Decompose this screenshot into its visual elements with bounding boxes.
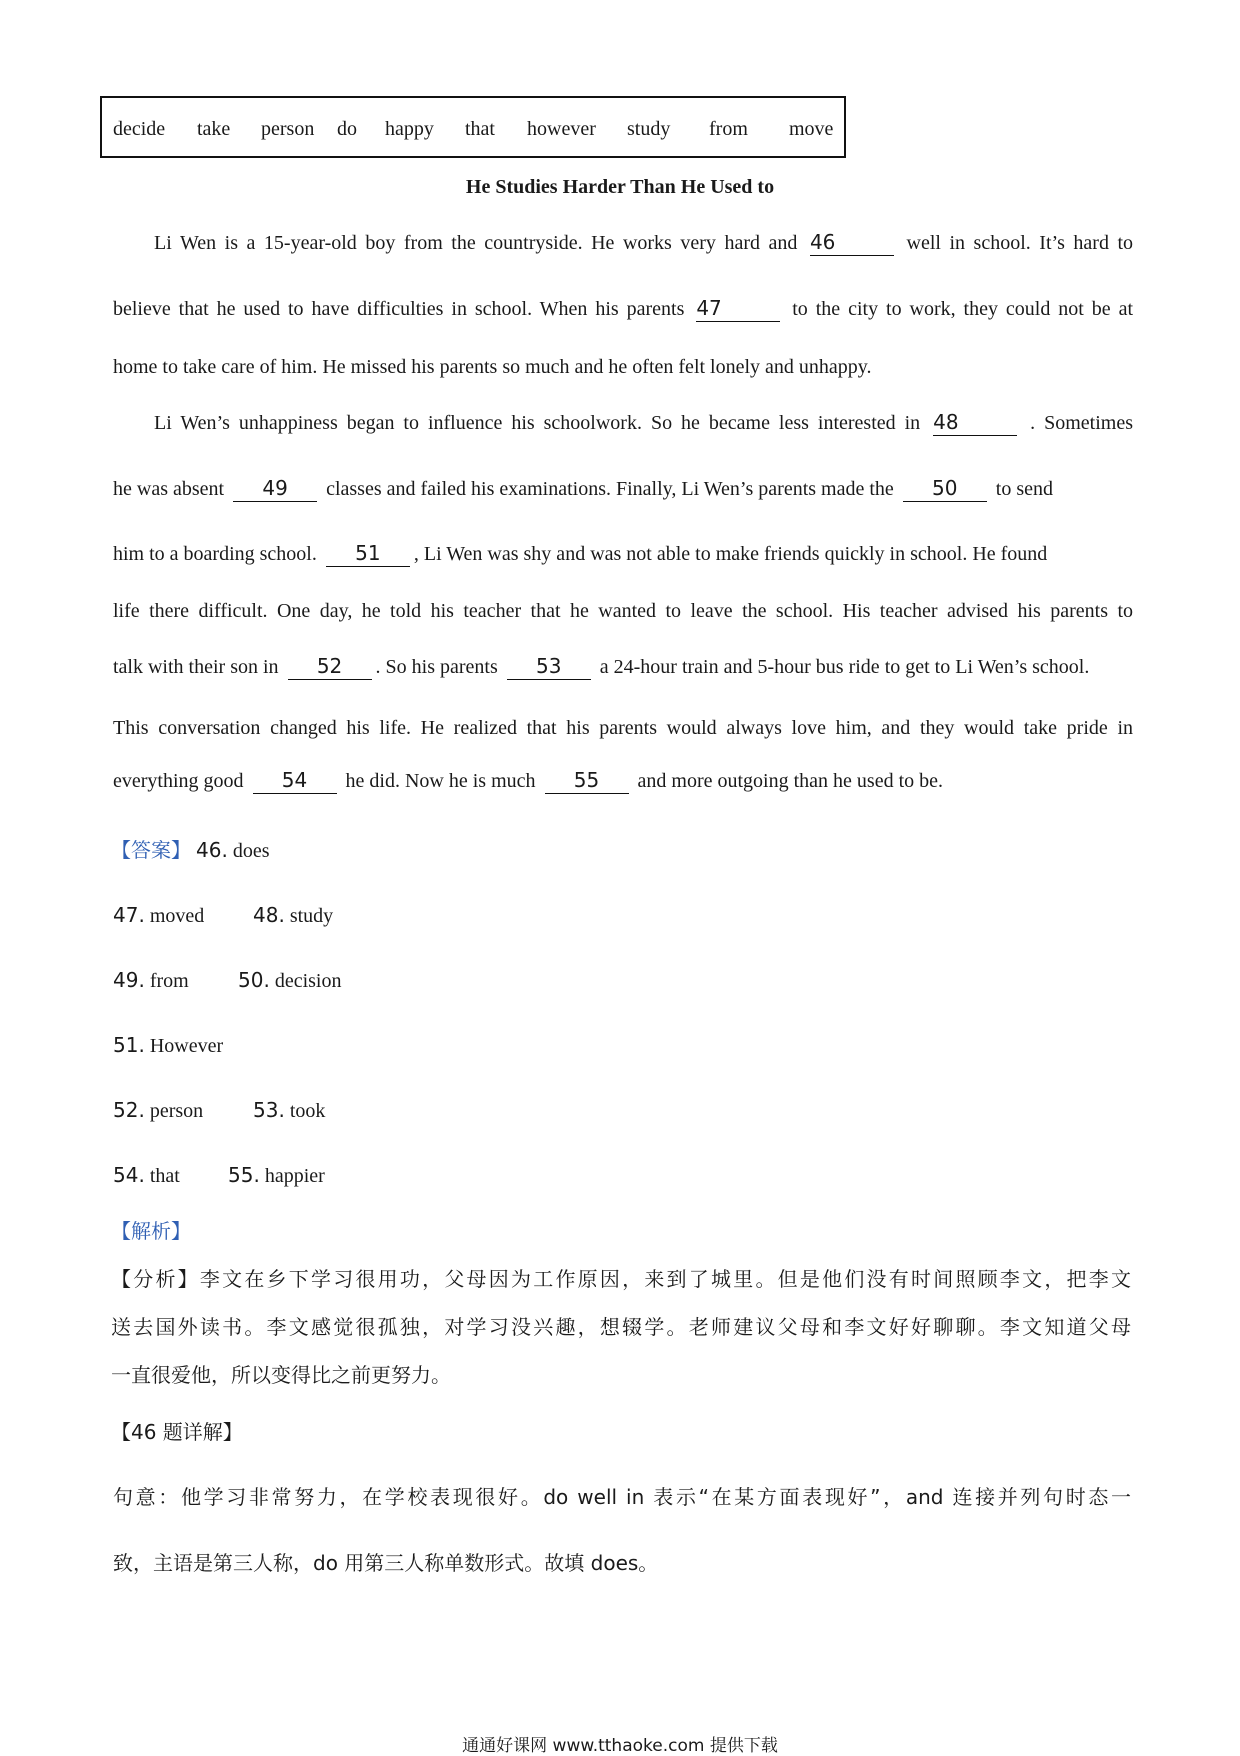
answer-label: 【答案】 [111,838,191,862]
passage-line: Li Wen is a 15-year-old boy from the countryside. He works very hard and 46 well in school. It’s hard to [154,230,1134,254]
passage-line: he was absent 49 classes and failed his examinations. Finally, Li Wen’s parents made the 50 to send [113,476,1053,500]
word-box-item: happy [385,118,434,140]
blank-50: 50 [903,475,987,502]
blank-51: 51 [326,540,410,567]
blank-46: 46 [810,229,894,256]
answer-line: 【答案】 46. does [111,838,270,862]
passage-line: This conversation changed his life. He realized that his parents would always love him, and they would take pride in [113,717,1133,739]
word-box-item: decide [113,118,166,140]
answer-line: 51. However [113,1033,224,1057]
passage-line: life there difficult. One day, he told his teacher that he wanted to leave the school. His teacher advised his parents to [113,600,1133,622]
passage-line: everything good 54 he did. Now he is much 55 and more outgoing than he used to be. [113,768,944,792]
analysis-summary-line: 送去国外读书。李文感觉很孤独，对学习没兴趣，想辍学。老师建议父母和李文好好聊聊。李文知道父母 [111,1315,1131,1339]
passage-title: He Studies Harder Than He Used to [465,176,775,198]
word-box-item: study [627,118,671,140]
detail-line: 致，主语是第三人称，do 用第三人称单数形式。故填 does。 [113,1551,659,1575]
analysis-summary-line: 【分析】李文在乡下学习很用功，父母因为工作原因，来到了城里。但是他们没有时间照顾李文，把李文 [111,1267,1131,1291]
blank-48: 48 [933,409,1017,436]
blank-53: 53 [507,653,591,680]
passage-line: Li Wen’s unhappiness began to influence his schoolwork. So he became less interested in 48 . Sometimes [154,410,1134,434]
document-page: decide take person do happy that however study from move He Studies Harder Than He Used to Li Wen is a 15-year-old boy from the countryside. He works very hard and 46 well in school. It’s hard to believe that he used to have difficulties in school. When his parents 47 to the city to work, they could not be at home to take care of him. He missed his parents so much and he often felt lonely and unhappy. Li Wen’s unhappiness began to influence his schoolwork. So he became less interested in 48 . Sometimes he was absent 49 classes and failed his examinations. Finally, Li Wen’s parents made the 50 to send him to a boarding school. 51 , Li Wen was shy and was not able to make friends quickly in school. He found life there difficult. One day, he told his teacher that he wanted to leave the school. His teacher advised his parents to talk with their son in 52 . So his parents 53 a 24-hour train and 5-hour bus ride to get to Li Wen’s school. This conversation changed his life. He realized that his parents would always love him, and they would take pride in everything good 54 he did. Now he is much 55 and more outgoing than he used to be. 【答案】 46. does 47. moved 48. study 49. from 50. decision 51. However 52. person 53. took 54. that 55. happier 【解析】 【分析】李文在乡下学习很用功，父母因为工作原因，来到了城里。但是他们没有时间照顾李文，把李文 送去国外读书。李文感觉很孤独，对学习没兴趣，想辍学。老师建议父母和李文好好聊聊。李文知道父母 一直很爱他，所以变得比之前更努力。 【46 题详解】 句意：他学习非常努力，在学校表现很好。do well in 表示“在某方面表现好”，and 连接并列句时态一 致，主语是第三人称，do 用第三人称单数形式。故填 does。 通通好课网 www.tthaoke.com 提供下载 [0,0,1240,1754]
blank-52: 52 [288,653,372,680]
footer-source: 通通好课网 www.tthaoke.com 提供下载 [462,1736,778,1756]
word-box-item: from [709,118,748,140]
word-box [100,96,846,158]
word-box-item: take [197,118,231,140]
passage-line: talk with their son in 52 . So his parents 53 a 24-hour train and 5-hour bus ride to get to Li Wen’s school. [113,654,1090,678]
analysis-summary-line: 一直很爱他，所以变得比之前更努力。 [111,1363,451,1387]
word-box-item: do [337,118,357,140]
passage-line: believe that he used to have difficulties in school. When his parents 47 to the city to work, they could not be at [113,296,1134,320]
detail-label: 【46 题详解】 [111,1420,243,1444]
word-box-item: person [261,118,315,140]
blank-49: 49 [233,475,317,502]
word-box-item: however [527,118,596,140]
blank-54: 54 [253,767,337,794]
word-box-item: that [465,118,495,140]
passage-line: him to a boarding school. 51 , Li Wen was shy and was not able to make friends quickly in school. He found [113,541,1048,565]
blank-55: 55 [545,767,629,794]
analysis-label: 【解析】 [111,1219,191,1243]
passage-line: home to take care of him. He missed his parents so much and he often felt lonely and unhappy. [113,356,872,378]
word-box-item: move [789,118,834,140]
blank-47: 47 [696,295,780,322]
detail-line: 句意：他学习非常努力，在学校表现很好。do well in 表示“在某方面表现好”，and 连接并列句时态一 [113,1485,1131,1509]
